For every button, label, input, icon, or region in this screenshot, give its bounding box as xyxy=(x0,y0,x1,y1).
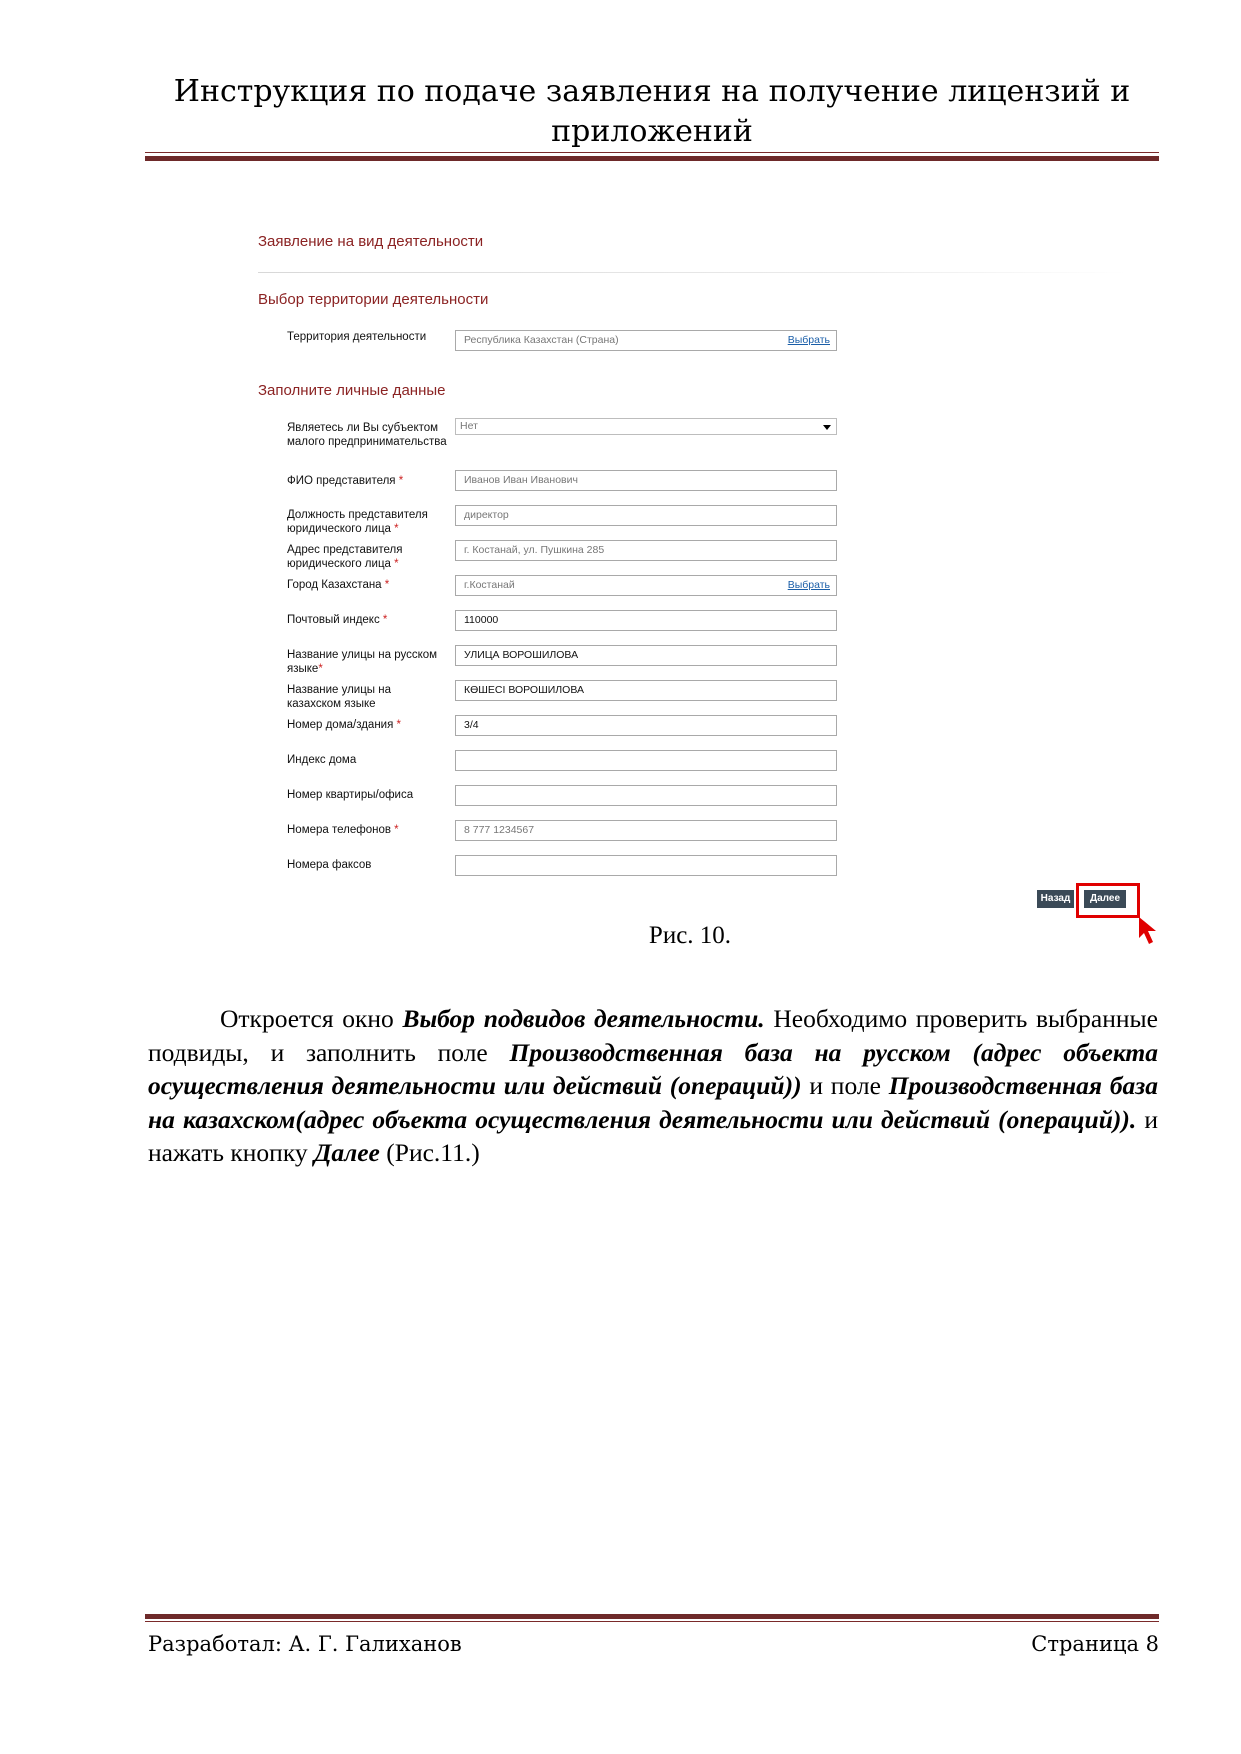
body-paragraph: Откроется окно Выбор подвидов деятельности. Необходимо проверить выбранные подвиды, и заполнить поле Производственная база на русском (адрес объекта осуществления деятельности или действий (операций)) и поле Производственная база на казахском(адрес объекта осуществления деятельности или действий (операций)). и нажать кнопку Далее (Рис.11.) xyxy=(148,1004,1159,1167)
fio-input[interactable]: Иванов Иван Иванович xyxy=(455,470,837,491)
next-button[interactable]: Далее xyxy=(1084,890,1126,908)
fio-label: ФИО представителя * xyxy=(287,475,404,487)
street-kz-label: Название улицы на казахском языке xyxy=(287,684,392,710)
city-choose-link[interactable]: Выбрать xyxy=(787,579,830,591)
territory-section-title: Выбор территории деятельности xyxy=(258,291,489,308)
footer-page-number: Страница 8 xyxy=(1031,1632,1159,1656)
next-button-highlight xyxy=(1076,883,1140,918)
chevron-down-icon xyxy=(823,425,831,430)
address-input[interactable]: г. Костанай, ул. Пушкина 285 xyxy=(455,540,837,561)
header-rule-thick xyxy=(145,156,1159,161)
footer-author: Разработал: А. Г. Галиханов xyxy=(148,1632,462,1656)
apartment-label: Номер квартиры/офиса xyxy=(287,789,414,801)
apartment-input[interactable] xyxy=(455,785,837,806)
document-title: Инструкция по подаче заявления на получение лицензий и приложений xyxy=(173,74,1131,149)
city-label: Город Казахстана * xyxy=(287,579,390,591)
house-input[interactable]: 3/4 xyxy=(455,715,837,736)
territory-field[interactable] xyxy=(455,330,837,351)
house-index-label: Индекс дома xyxy=(287,754,357,766)
territory-value: Республика Казахстан (Страна) xyxy=(464,334,619,346)
postal-label: Почтовый индекс * xyxy=(287,614,388,626)
phones-label: Номера телефонов * xyxy=(287,824,399,836)
back-button[interactable]: Назад xyxy=(1037,890,1074,908)
street-kz-input[interactable]: КӨШЕСІ ВОРОШИЛОВА xyxy=(455,680,837,701)
fax-label: Номера факсов xyxy=(287,859,372,871)
small-business-select[interactable] xyxy=(455,418,837,435)
footer-rule-thin xyxy=(145,1621,1159,1622)
small-business-label: Являетесь ли Вы субъектом малого предпринимательства xyxy=(287,422,447,448)
fax-input[interactable] xyxy=(455,855,837,876)
form-title: Заявление на вид деятельности xyxy=(258,233,484,250)
figure-caption: Рис. 10. xyxy=(648,922,732,949)
header-rule-thin xyxy=(145,152,1159,153)
city-field[interactable] xyxy=(455,575,837,596)
territory-choose-link[interactable]: Выбрать xyxy=(787,334,830,346)
postal-input[interactable]: 110000 xyxy=(455,610,837,631)
footer-rule-thick xyxy=(145,1614,1159,1619)
house-index-input[interactable] xyxy=(455,750,837,771)
street-ru-label: Название улицы на русском языке* xyxy=(287,649,438,675)
street-ru-input[interactable]: УЛИЦА ВОРОШИЛОВА xyxy=(455,645,837,666)
personal-section-title: Заполните личные данные xyxy=(258,382,446,399)
position-label: Должность представителя юридического лица * xyxy=(287,509,428,535)
form-separator xyxy=(258,272,1128,273)
house-label: Номер дома/здания * xyxy=(287,719,402,731)
small-business-value: Нет xyxy=(460,420,478,432)
territory-label: Территория деятельности xyxy=(287,331,427,343)
phones-input[interactable]: 8 777 1234567 xyxy=(455,820,837,841)
position-input[interactable]: директор xyxy=(455,505,837,526)
address-label: Адрес представителя юридического лица * xyxy=(287,544,403,570)
city-value: г.Костанай xyxy=(464,579,515,591)
